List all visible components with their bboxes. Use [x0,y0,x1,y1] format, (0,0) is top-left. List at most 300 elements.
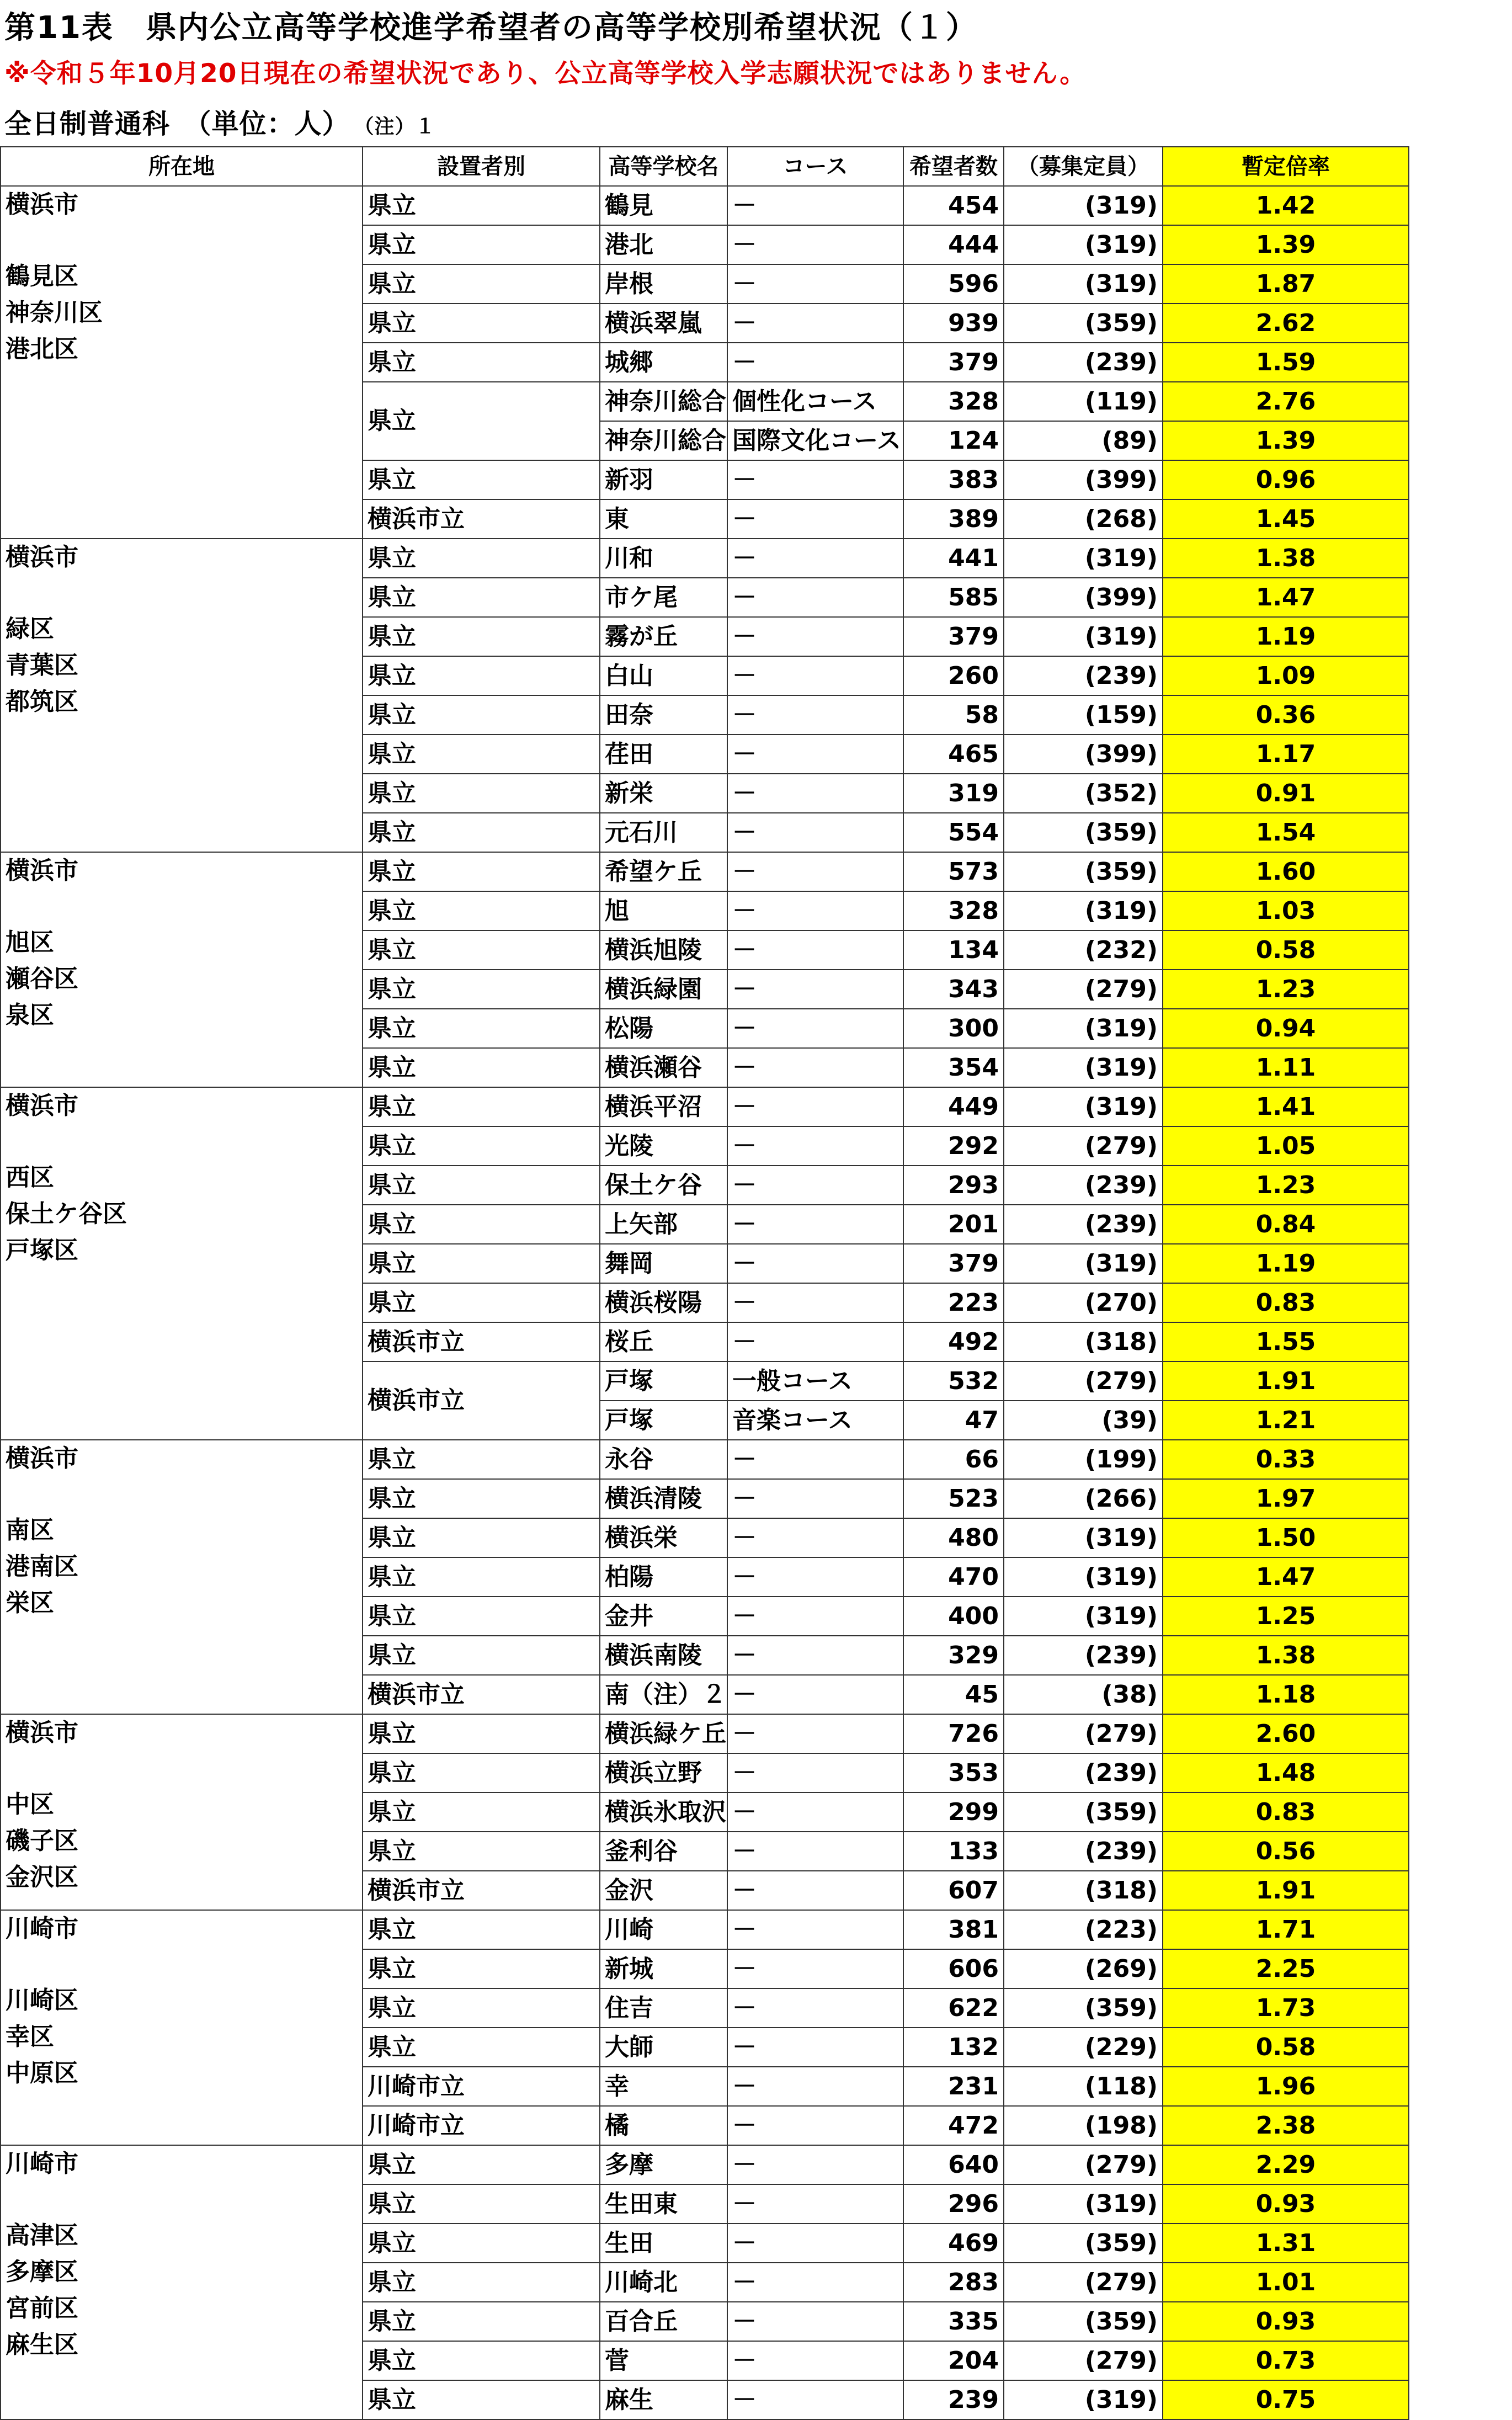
applicants-cell: 470 [903,1557,1004,1597]
applicants-cell: 47 [903,1401,1004,1440]
ratio-cell: 2.38 [1163,2106,1409,2145]
school-cell: 横浜緑ケ丘 [600,1714,727,1753]
establisher-cell: 県立 [363,1518,600,1557]
ratio-cell: 1.60 [1163,852,1409,891]
establisher-cell: 県立 [363,735,600,774]
applicants-cell: 379 [903,617,1004,656]
establisher-cell: 県立 [363,1479,600,1518]
school-cell: 川和 [600,539,727,578]
course-cell: － [727,1675,903,1714]
establisher-cell: 県立 [363,1910,600,1949]
ward-name: 港南区 [6,1552,78,1581]
establisher-cell: 県立 [363,578,600,617]
school-cell: 神奈川総合 [600,382,727,421]
capacity-cell: (239) [1004,1166,1163,1205]
course-cell: － [727,1793,903,1832]
capacity-cell: (319) [1004,1048,1163,1087]
course-cell: － [727,656,903,695]
capacity-cell: (159) [1004,695,1163,735]
course-cell: － [727,499,903,539]
applicants-cell: 300 [903,1009,1004,1048]
establisher-cell: 県立 [363,2028,600,2067]
establisher-cell: 県立 [363,225,600,264]
applicants-cell: 554 [903,813,1004,852]
applicants-cell: 400 [903,1597,1004,1636]
ratio-cell: 1.96 [1163,2067,1409,2106]
establisher-cell: 県立 [363,1636,600,1675]
establisher-cell: 県立 [363,656,600,695]
school-cell: 横浜緑園 [600,970,727,1009]
ratio-cell: 1.54 [1163,813,1409,852]
establisher-cell: 県立 [363,1949,600,1988]
establisher-cell: 県立 [363,930,600,970]
capacity-cell: (319) [1004,2184,1163,2224]
city-name: 横浜市 [6,857,78,885]
course-cell: － [727,852,903,891]
course-cell: － [727,264,903,304]
establisher-cell: 県立 [363,1166,600,1205]
ratio-cell: 1.23 [1163,970,1409,1009]
establisher-cell: 県立 [363,186,600,225]
course-cell: － [727,1871,903,1910]
ward-name: 中区 [6,1790,54,1818]
course-cell: － [727,2302,903,2341]
location-cell [1,1714,363,1910]
applicants-cell: 379 [903,343,1004,382]
applicants-cell: 469 [903,2224,1004,2263]
course-cell: － [727,1126,903,1166]
ratio-cell: 1.45 [1163,499,1409,539]
capacity-cell: (269) [1004,1949,1163,1988]
applicants-cell: 296 [903,2184,1004,2224]
capacity-cell: (279) [1004,970,1163,1009]
applicants-cell: 66 [903,1440,1004,1479]
capacity-cell: (223) [1004,1910,1163,1949]
course-cell: － [727,774,903,813]
applicants-cell: 622 [903,1988,1004,2028]
applicants-cell: 573 [903,852,1004,891]
applicants-cell: 492 [903,1322,1004,1361]
capacity-cell: (399) [1004,735,1163,774]
establisher-cell: 県立 [363,1557,600,1597]
course-cell: － [727,460,903,499]
capacity-cell: (39) [1004,1401,1163,1440]
applicants-cell: 465 [903,735,1004,774]
course-cell: － [727,2145,903,2184]
school-table [0,146,1409,2420]
applicants-cell: 454 [903,186,1004,225]
establisher-cell: 横浜市立 [363,1675,600,1714]
course-cell: － [727,1440,903,1479]
course-cell: － [727,2224,903,2263]
applicants-cell: 58 [903,695,1004,735]
ward-name: 幸区 [6,2023,54,2051]
capacity-cell: (199) [1004,1440,1163,1479]
ward-name: 麻生区 [6,2331,78,2359]
ward-name: 磯子区 [6,1827,78,1855]
table-row [1,1714,1409,1753]
course-cell: － [727,1205,903,1244]
establisher-cell: 横浜市立 [363,1361,600,1440]
ratio-cell: 1.03 [1163,891,1409,930]
course-cell: － [727,1557,903,1597]
establisher-cell: 県立 [363,1244,600,1283]
school-cell: 川崎北 [600,2263,727,2302]
course-cell: － [727,2263,903,2302]
ward-name: 栄区 [6,1589,54,1617]
establisher-cell: 県立 [363,1283,600,1322]
school-cell: 光陵 [600,1126,727,1166]
applicants-cell: 939 [903,304,1004,343]
ratio-cell: 1.47 [1163,1557,1409,1597]
ratio-cell: 1.05 [1163,1126,1409,1166]
establisher-cell: 県立 [363,970,600,1009]
location-cell [1,1910,363,2145]
course-cell: － [727,2184,903,2224]
location-cell [1,852,363,1087]
capacity-cell: (38) [1004,1675,1163,1714]
header-capacity: （募集定員） [1004,147,1163,186]
applicants-cell: 389 [903,499,1004,539]
location-cell [1,2145,363,2419]
applicants-cell: 596 [903,264,1004,304]
ratio-cell: 1.11 [1163,1048,1409,1087]
applicants-cell: 132 [903,2028,1004,2067]
ward-name: 鶴見区 [6,262,78,290]
establisher-cell: 横浜市立 [363,1871,600,1910]
applicants-cell: 283 [903,2263,1004,2302]
school-cell: 上矢部 [600,1205,727,1244]
ward-name: 保土ケ谷区 [6,1200,127,1228]
location-cell [1,1440,363,1714]
course-cell: － [727,1166,903,1205]
school-cell: 舞岡 [600,1244,727,1283]
location-cell [1,539,363,852]
capacity-cell: (359) [1004,852,1163,891]
ratio-cell: 1.19 [1163,1244,1409,1283]
school-cell: 横浜平沼 [600,1087,727,1126]
ratio-cell: 0.75 [1163,2380,1409,2419]
school-cell: 横浜栄 [600,1518,727,1557]
ratio-cell: 0.84 [1163,1205,1409,1244]
establisher-cell: 県立 [363,1714,600,1753]
school-cell: 田奈 [600,695,727,735]
course-cell: － [727,304,903,343]
establisher-cell: 県立 [363,2145,600,2184]
capacity-cell: (359) [1004,813,1163,852]
applicants-cell: 133 [903,1832,1004,1871]
capacity-cell: (319) [1004,1087,1163,1126]
course-cell: 個性化コース [727,382,903,421]
city-name: 川崎市 [6,1914,78,1943]
school-cell: 横浜翠嵐 [600,304,727,343]
location-cell [1,1087,363,1440]
applicants-cell: 640 [903,2145,1004,2184]
capacity-cell: (279) [1004,2341,1163,2380]
header-row [1,147,1409,186]
school-cell: 松陽 [600,1009,727,1048]
applicants-cell: 585 [903,578,1004,617]
course-cell: － [727,2106,903,2145]
applicants-cell: 293 [903,1166,1004,1205]
ward-name: 金沢区 [6,1863,78,1891]
capacity-cell: (319) [1004,891,1163,930]
ratio-cell: 1.25 [1163,1597,1409,1636]
applicants-cell: 381 [903,1910,1004,1949]
establisher-cell: 横浜市立 [363,499,600,539]
course-cell: － [727,578,903,617]
capacity-cell: (359) [1004,1793,1163,1832]
school-cell: 百合丘 [600,2302,727,2341]
course-cell: － [727,2028,903,2067]
ratio-cell: 1.18 [1163,1675,1409,1714]
course-cell: － [727,1322,903,1361]
table-row [1,186,1409,225]
course-cell: － [727,2341,903,2380]
capacity-cell: (266) [1004,1479,1163,1518]
city-name: 横浜市 [6,1444,78,1472]
establisher-cell: 県立 [363,1832,600,1871]
applicants-cell: 607 [903,1871,1004,1910]
ratio-cell: 1.48 [1163,1753,1409,1793]
establisher-cell: 県立 [363,813,600,852]
capacity-cell: (319) [1004,1518,1163,1557]
school-cell: 金沢 [600,1871,727,1910]
ratio-cell: 0.56 [1163,1832,1409,1871]
ratio-cell: 2.60 [1163,1714,1409,1753]
ratio-cell: 1.38 [1163,1636,1409,1675]
ratio-cell: 1.42 [1163,186,1409,225]
course-cell: － [727,1910,903,1949]
school-cell: 横浜旭陵 [600,930,727,970]
table-row [1,1910,1409,1949]
applicants-cell: 383 [903,460,1004,499]
course-cell: － [727,695,903,735]
applicants-cell: 472 [903,2106,1004,2145]
ratio-cell: 1.91 [1163,1871,1409,1910]
school-cell: 橘 [600,2106,727,2145]
school-cell: 新城 [600,1949,727,1988]
course-cell: － [727,813,903,852]
establisher-cell: 県立 [363,2341,600,2380]
capacity-cell: (318) [1004,1322,1163,1361]
ward-name: 南区 [6,1516,54,1544]
applicants-cell: 354 [903,1048,1004,1087]
capacity-cell: (279) [1004,1126,1163,1166]
establisher-cell: 県立 [363,1753,600,1793]
header-applicants: 希望者数 [903,147,1004,186]
capacity-cell: (279) [1004,2263,1163,2302]
ratio-cell: 1.39 [1163,421,1409,460]
course-cell: － [727,225,903,264]
course-cell: － [727,1988,903,2028]
school-cell: 大師 [600,2028,727,2067]
capacity-cell: (319) [1004,2380,1163,2419]
course-cell: － [727,1597,903,1636]
ward-name: 旭区 [6,928,54,956]
school-cell: 柏陽 [600,1557,727,1597]
applicants-cell: 319 [903,774,1004,813]
course-cell: － [727,1753,903,1793]
capacity-cell: (319) [1004,617,1163,656]
ratio-cell: 1.31 [1163,2224,1409,2263]
ratio-cell: 0.96 [1163,460,1409,499]
city-name: 川崎市 [6,2150,78,2178]
capacity-cell: (318) [1004,1871,1163,1910]
school-cell: 菅 [600,2341,727,2380]
establisher-cell: 県立 [363,891,600,930]
ratio-cell: 0.83 [1163,1283,1409,1322]
ratio-cell: 1.87 [1163,264,1409,304]
table-row [1,1440,1409,1479]
ratio-cell: 0.83 [1163,1793,1409,1832]
course-cell: － [727,1048,903,1087]
ratio-cell: 0.58 [1163,2028,1409,2067]
school-cell: 横浜立野 [600,1753,727,1793]
applicants-cell: 328 [903,891,1004,930]
school-cell: 桜丘 [600,1322,727,1361]
school-cell: 戸塚 [600,1401,727,1440]
course-cell: 国際文化コース [727,421,903,460]
city-name: 横浜市 [6,1719,78,1747]
applicants-cell: 726 [903,1714,1004,1753]
capacity-cell: (89) [1004,421,1163,460]
subtitle-line [4,103,436,141]
school-cell: 戸塚 [600,1361,727,1401]
ratio-cell: 0.94 [1163,1009,1409,1048]
ward-name: 神奈川区 [6,299,103,327]
ratio-cell: 0.36 [1163,695,1409,735]
establisher-cell: 県立 [363,1988,600,2028]
city-name: 横浜市 [6,543,78,571]
header-course: コース [727,147,903,186]
ratio-cell: 1.09 [1163,656,1409,695]
school-cell: 荏田 [600,735,727,774]
school-cell: 横浜桜陽 [600,1283,727,1322]
ratio-cell: 2.25 [1163,1949,1409,1988]
school-cell: 新栄 [600,774,727,813]
school-cell: 新羽 [600,460,727,499]
ratio-cell: 1.21 [1163,1401,1409,1440]
ward-name: 川崎区 [6,1986,78,2014]
course-cell: － [727,1949,903,1988]
establisher-cell: 県立 [363,2380,600,2419]
ward-name: 多摩区 [6,2258,78,2286]
school-cell: 住吉 [600,1988,727,2028]
ratio-cell: 2.29 [1163,2145,1409,2184]
capacity-cell: (270) [1004,1283,1163,1322]
capacity-cell: (319) [1004,186,1163,225]
subtitle: 全日制普通科 （単位：人） [4,108,350,140]
ratio-cell: 1.73 [1163,1988,1409,2028]
course-cell: 音楽コース [727,1401,903,1440]
school-cell: 横浜氷取沢 [600,1793,727,1832]
school-cell: 鶴見 [600,186,727,225]
header-location: 所在地 [1,147,363,186]
ratio-cell: 1.97 [1163,1479,1409,1518]
school-cell: 東 [600,499,727,539]
applicants-cell: 441 [903,539,1004,578]
applicants-cell: 480 [903,1518,1004,1557]
course-cell: － [727,2067,903,2106]
school-cell: 白山 [600,656,727,695]
applicants-cell: 532 [903,1361,1004,1401]
course-cell: － [727,970,903,1009]
school-cell: 金井 [600,1597,727,1636]
capacity-cell: (319) [1004,1597,1163,1636]
school-cell: 市ケ尾 [600,578,727,617]
ward-name: 瀬谷区 [6,965,78,993]
capacity-cell: (359) [1004,304,1163,343]
course-cell: － [727,1636,903,1675]
ratio-cell: 1.38 [1163,539,1409,578]
ratio-cell: 1.71 [1163,1910,1409,1949]
city-name: 横浜市 [6,190,78,219]
applicants-cell: 299 [903,1793,1004,1832]
ward-name: 戸塚区 [6,1236,78,1264]
capacity-cell: (319) [1004,1557,1163,1597]
ratio-cell: 0.93 [1163,2184,1409,2224]
course-cell: － [727,1087,903,1126]
capacity-cell: (118) [1004,2067,1163,2106]
applicants-cell: 231 [903,2067,1004,2106]
course-cell: 一般コース [727,1361,903,1401]
establisher-cell: 県立 [363,1048,600,1087]
course-cell: － [727,1518,903,1557]
ratio-cell: 1.47 [1163,578,1409,617]
school-cell: 霧が丘 [600,617,727,656]
establisher-cell: 県立 [363,1597,600,1636]
capacity-cell: (319) [1004,1244,1163,1283]
establisher-cell: 県立 [363,1205,600,1244]
establisher-cell: 県立 [363,2302,600,2341]
capacity-cell: (399) [1004,578,1163,617]
establisher-cell: 県立 [363,304,600,343]
applicants-cell: 239 [903,2380,1004,2419]
ratio-cell: 0.91 [1163,774,1409,813]
establisher-cell: 県立 [363,2263,600,2302]
applicants-cell: 134 [903,930,1004,970]
applicants-cell: 124 [903,421,1004,460]
course-cell: － [727,735,903,774]
table-row [1,852,1409,891]
school-cell: 希望ケ丘 [600,852,727,891]
course-cell: － [727,1009,903,1048]
ward-name: 港北区 [6,335,78,363]
course-cell: － [727,930,903,970]
establisher-cell: 川崎市立 [363,2106,600,2145]
course-cell: － [727,343,903,382]
capacity-cell: (198) [1004,2106,1163,2145]
course-cell: － [727,617,903,656]
notice-text: ※令和５年10月20日現在の希望状況であり、公立高等学校入学志願状況ではありません。 [4,58,1087,89]
course-cell: － [727,186,903,225]
ratio-cell: 1.91 [1163,1361,1409,1401]
applicants-cell: 329 [903,1636,1004,1675]
applicants-cell: 606 [903,1949,1004,1988]
subtitle-note: （注）１ [364,115,436,138]
school-cell: 神奈川総合 [600,421,727,460]
ward-name: 都筑区 [6,688,78,716]
document-header [0,0,1512,146]
establisher-cell: 県立 [363,539,600,578]
ratio-cell: 1.23 [1163,1166,1409,1205]
capacity-cell: (352) [1004,774,1163,813]
ratio-cell: 0.73 [1163,2341,1409,2380]
table-row [1,2145,1409,2184]
establisher-cell: 県立 [363,695,600,735]
location-cell [1,186,363,539]
